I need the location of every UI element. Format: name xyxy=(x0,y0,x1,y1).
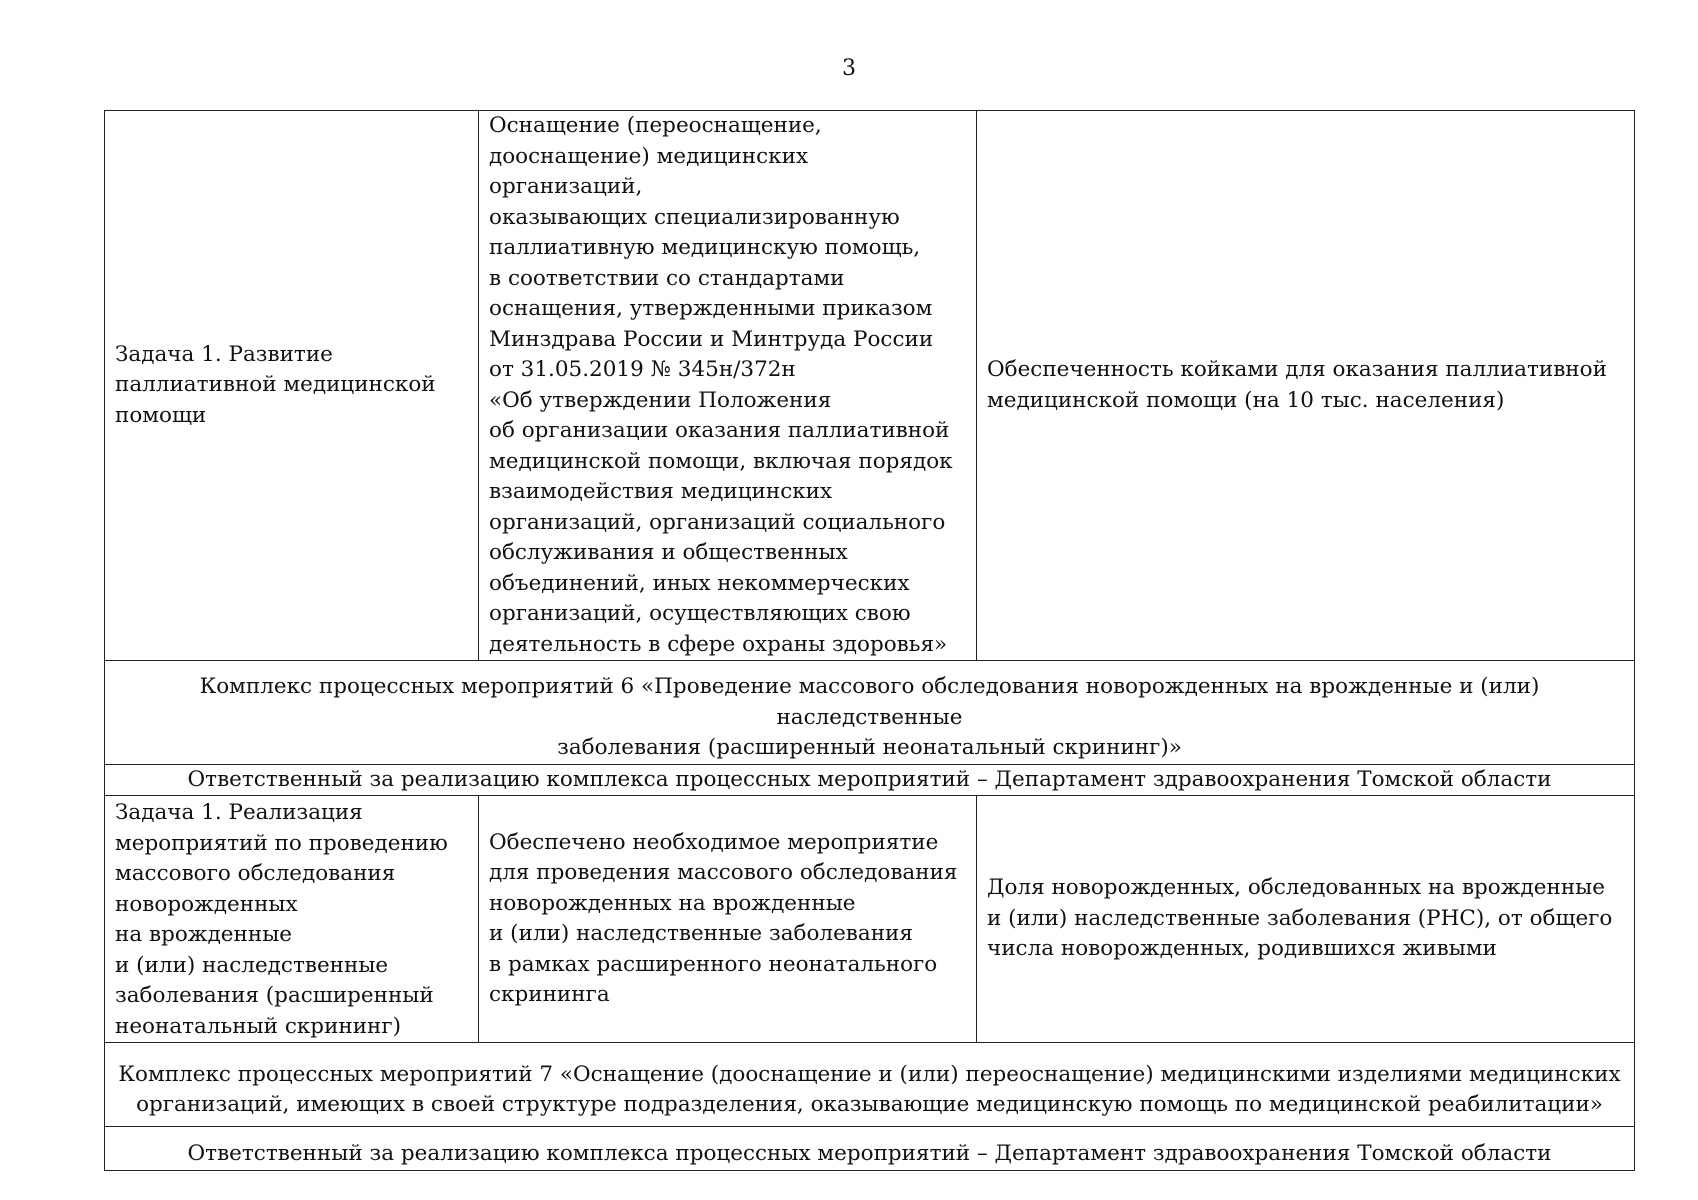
table-row xyxy=(105,796,1635,1043)
complex-6-responsible-row xyxy=(105,764,1635,796)
measures-table xyxy=(104,110,1635,1171)
task-cell: Задача 1. Реализация мероприятий по проведению массового обследования новорожденных на врожденные и (или) наследственные заболевания (расширенный неонатальный скрининг) xyxy=(105,796,479,1043)
complex-6-responsible: Ответственный за реализацию комплекса процессных мероприятий – Департамент здравоохранения Томской области xyxy=(105,764,1635,796)
indicator-cell: Обеспеченность койками для оказания паллиативной медицинской помощи (на 10 тыс. населения) xyxy=(977,111,1635,661)
complex-6-row xyxy=(105,661,1635,765)
indicator-cell: Доля новорожденных, обследованных на врожденные и (или) наследственные заболевания (РНС), от общего числа новорожденных, родившихся живыми xyxy=(977,796,1635,1043)
task-cell: Задача 1. Развитие паллиативной медицинской помощи xyxy=(105,111,479,661)
complex-6-title: Комплекс процессных мероприятий 6 «Проведение массового обследования новорожденных на врожденные и (или) наследственные заболевания (расширенный неонатальный скрининг)» xyxy=(105,661,1635,765)
result-cell: Оснащение (переоснащение, дооснащение) медицинских организаций, оказывающих специализированную паллиативную медицинскую помощь, в соответствии со стандартами оснащения, утвержденными приказом Минздрава России и Минтруда России от 31.05.2019 № 345н/372н «Об утверждении Положения об организации оказания паллиативной медицинской помощи, включая порядок взаимодействия медицинских организаций, организаций социального обслуживания и общественных объединений, иных некоммерческих организаций, осуществляющих свою деятельность в сфере охраны здоровья» xyxy=(479,111,977,661)
table-row xyxy=(105,111,1635,661)
page-number: 3 xyxy=(842,56,856,81)
result-cell: Обеспечено необходимое мероприятие для проведения массового обследования новорожденных на врожденные и (или) наследственные заболевания в рамках расширенного неонатального скрининга xyxy=(479,796,977,1043)
complex-7-row xyxy=(105,1043,1635,1127)
complex-7-responsible-row xyxy=(105,1127,1635,1171)
complex-7-title: Комплекс процессных мероприятий 7 «Оснащение (дооснащение и (или) переоснащение) медицинскими изделиями медицинских организаций, имеющих в своей структуре подразделения, оказывающие медицинскую помощь по медицинской реабилитации» xyxy=(105,1043,1635,1127)
complex-7-responsible: Ответственный за реализацию комплекса процессных мероприятий – Департамент здравоохранения Томской области xyxy=(105,1127,1635,1171)
